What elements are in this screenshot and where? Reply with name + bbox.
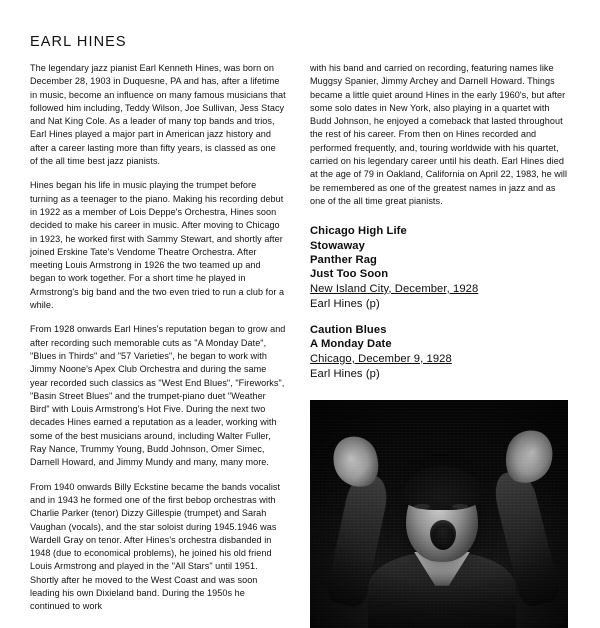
session-info: Chicago, December 9, 1928 (310, 352, 452, 365)
biography-paragraph: Hines began his life in music playing the trumpet before turning as a teenager to the piano. Making his recording debut in 1922 as a member of Lois Deppe's Orchestra, Hines soon decided to make his career in music. After moving to Chicago in 1923, he worked first with Sammy Stewart, and shortly after joined Erskine Tate's Vendome Theatre Orchestra. After meeting Louis Armstrong in 1926 the two teamed up and began to work together. For a short time he played in Armstrong's big band and the two even tried to run a club for a while. (30, 180, 285, 311)
photo-vignette (310, 400, 568, 628)
session-credit: Earl Hines (p) (310, 297, 380, 310)
track-title: A Monday Date (310, 338, 392, 351)
two-column-layout (30, 62, 570, 628)
left-text-column (30, 62, 286, 625)
biography-paragraph: From 1928 onwards Earl Hines's reputation began to grow and after recording such memorable cuts as "A Monday Date", "Blues in Thirds" and "57 Varieties", he began to work with Jimmy Noone's Apex Club Orchestra and during the same year recorded such classics as "West End Blues", "Fireworks", "Basin Street Blues" and the trumpet-piano duet "Weather Bird" with Louis Armstrong's Hot Five. During the next two decades Hines earned a reputation as a leader, working with some of the best musicians around, including Walter Fuller, Ray Nance, Trummy Young, Budd Johnson, Omer Simec, Darnell Howard, and Jimmy Mundy and many, many more. (30, 324, 286, 468)
biography-paragraph-continued: with his band and carried on recording, featuring names like Muggsy Spanier, Jimmy Archey and Darnell Howard. Things became a little quiet around Hines in the early 1960's, but after some solo dates in New York, also playing in a quartet with Budd Johnson, he enjoyed a comeback that lasted throughout the rest of his career. From then on Hines recorded and performed frequently, and, touring worldwide with his quartet, carried on his legendary career until his death. Earl Hines died at the age of 79 in Oakland, California on April 22, 1983, he will be remembered as one of the greatest names in jazz and as one of the all time great pianists. (310, 63, 568, 206)
track-group (310, 224, 568, 312)
track-title: Just Too Soon (310, 268, 389, 281)
biography-paragraph: The legendary jazz pianist Earl Kenneth Hines, was born on December 28, 1903 in Duquesne, PA and has, after a lifetime in music, become an influence on many famous musicians that followed him including, Teddy Wilson, Joe Sullivan, Jess Stacy and Nat King Cole. As a leader of many top bands and trios, Earl Hines played a major part in American jazz history and after a career lasting more than fifty years, is classed as one of the all time best jazz pianists. (30, 63, 286, 167)
track-title: Panther Rag (310, 254, 377, 267)
track-title: Chicago High Life (310, 225, 407, 238)
right-column (310, 62, 568, 628)
tracklist (310, 224, 568, 381)
track-group (310, 323, 568, 382)
session-info: New Island City, December, 1928 (310, 282, 479, 295)
track-title: Caution Blues (310, 323, 387, 336)
earl-hines-singer-photo (310, 400, 568, 628)
track-title: Stowaway (310, 239, 365, 252)
page-title: EARL HINES (30, 34, 127, 50)
session-credit: Earl Hines (p) (310, 367, 380, 380)
biography-paragraph: From 1940 onwards Billy Eckstine became the bands vocalist and in 1943 he formed one of the first bebop orchestras with Charlie Parker (tenor) Dizzy Gillespie (trumpet) and Sarah Vaughan (vocals), and the star soloist during 1945.1946 was Wardell Gray on tenor. After Hines's orchestra disbanded in 1948 (due to economical problems), he joined his old friend Louis Armstrong and played in the "All Stars" until 1951. Shortly after he moved to the West Coast and was soon leading his own Dixieland band. During the 1950s he continued to work (30, 481, 281, 612)
